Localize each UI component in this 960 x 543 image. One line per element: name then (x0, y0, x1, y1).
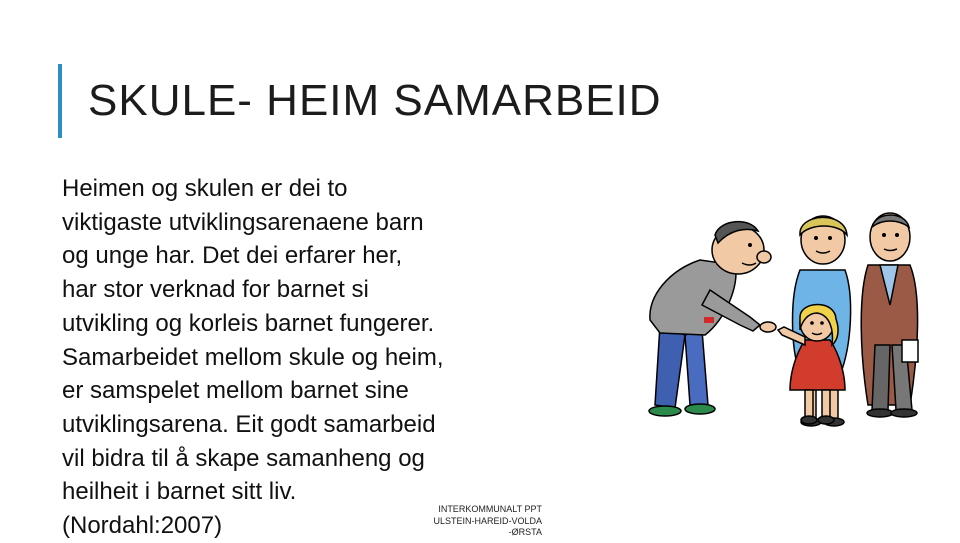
body-line: heilheit i barnet sitt liv. (62, 478, 297, 506)
slide-title: SKULE- HEIM SAMARBEID (88, 76, 662, 125)
teacher-figure (649, 222, 776, 416)
footer-organization (395, 504, 542, 539)
body-line: har stor verknad for barnet si (62, 276, 369, 304)
body-line: Heimen og skulen er dei to (62, 175, 348, 202)
body-line: viktigaste utviklingsarenaene barn (62, 208, 424, 236)
footer-line: -ØRSTA (508, 527, 542, 537)
citation: (Nordahl:2007) (62, 512, 223, 540)
body-line: Samarbeidet mellom skule og heim, (62, 343, 444, 371)
footer-line: ULSTEIN-HAREID-VOLDA (433, 515, 542, 526)
body-line: vil bidra til å skape samanheng og (62, 444, 425, 472)
family-greeting-illustration (640, 205, 930, 430)
footer-line: INTERKOMMUNALT PPT (438, 504, 542, 514)
title-accent-bar (58, 64, 62, 138)
body-line: er samspelet mellom barnet sine (62, 377, 409, 405)
body-line: utvikling og korleis barnet fungerer. (62, 309, 435, 337)
body-line: og unge har. Det dei erfarer her, (62, 242, 403, 270)
body-text (62, 172, 522, 543)
father-figure (861, 213, 918, 417)
body-line: utviklingsarena. Eit godt samarbeid (62, 410, 436, 438)
